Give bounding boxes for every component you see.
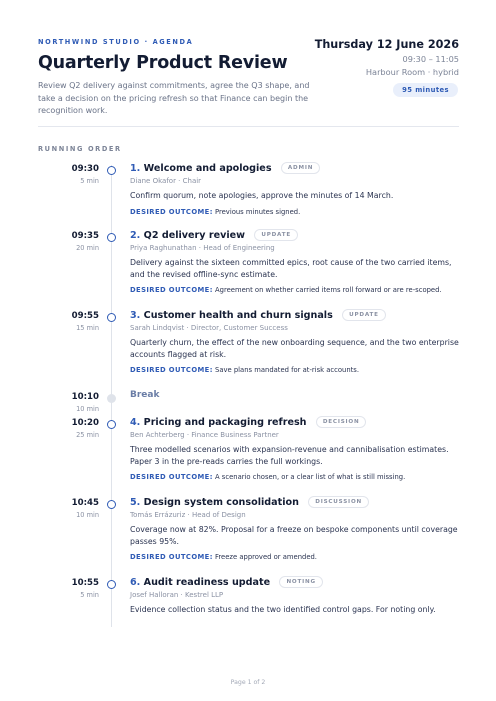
outcome-label: DESIRED OUTCOME: [130, 207, 213, 216]
item-outcome [130, 553, 460, 561]
item-tag: UPDATE [254, 229, 298, 241]
outcome-text: A scenario chosen, or a clear list of what is still missing. [215, 473, 406, 481]
item-title-text: Pricing and packaging refresh [143, 417, 307, 428]
outcome-text: Agreement on whether carried items roll forward or are re-scoped. [215, 286, 442, 294]
timeline-dot [107, 420, 116, 429]
outcome-text: Save plans mandated for at-risk accounts. [215, 366, 360, 374]
item-outcome [130, 286, 460, 294]
meeting-time-range: 09:30 – 11:05 [402, 54, 459, 64]
item-number: 5. [130, 497, 141, 508]
item-number: 3. [130, 310, 141, 321]
item-duration: 10 min [76, 511, 99, 519]
item-time: 10:45 [71, 498, 99, 508]
page-title: Quarterly Product Review [38, 53, 288, 73]
item-duration: 25 min [76, 431, 99, 439]
item-outcome [130, 473, 460, 481]
timeline-dot [107, 233, 116, 242]
item-description: Quarterly churn, the effect of the new onboarding sequence, and the two enterprise accounts flagged at risk. [130, 338, 459, 359]
item-title-text: Welcome and apologies [143, 163, 272, 174]
item-tag: DISCUSSION [308, 496, 369, 508]
item-duration: 20 min [76, 244, 99, 252]
item-title-text: Audit readiness update [143, 577, 271, 588]
item-owner: Ben Achterberg · Finance Business Partner [130, 431, 279, 439]
item-owner: Sarah Lindqvist · Director, Customer Success [130, 324, 288, 332]
item-tag: UPDATE [342, 309, 386, 321]
item-outcome [130, 366, 460, 374]
outcome-label: DESIRED OUTCOME: [130, 473, 213, 481]
item-tag: ADMIN [281, 162, 320, 174]
item-outcome [130, 208, 460, 216]
timeline-dot [107, 500, 116, 509]
outcome-text: Previous minutes signed. [215, 207, 301, 216]
item-title [130, 309, 460, 321]
item-tag: NOTING [279, 576, 322, 588]
item-duration: 15 min [76, 324, 99, 332]
item-duration: 5 min [80, 177, 99, 185]
meeting-details [299, 38, 459, 97]
item-title [130, 229, 460, 241]
item-title-text: Customer health and churn signals [143, 310, 333, 321]
item-time: 10:55 [71, 578, 99, 588]
item-description: Evidence collection status and the two identified control gaps. For noting only. [130, 605, 436, 614]
item-owner: Priya Raghunathan · Head of Engineering [130, 244, 275, 252]
meeting-date: Thursday 12 June 2026 [314, 38, 459, 51]
item-time: 10:10 [71, 392, 99, 402]
outcome-label: DESIRED OUTCOME: [130, 553, 213, 561]
item-title [130, 576, 460, 588]
item-title [130, 162, 460, 174]
outcome-label: DESIRED OUTCOME: [130, 366, 213, 374]
item-number: 4. [130, 417, 141, 428]
item-duration: 10 min [76, 405, 99, 413]
item-title-text: Design system consolidation [143, 497, 299, 508]
agenda-header [38, 38, 459, 126]
section-label: RUNNING ORDER [38, 145, 122, 153]
item-number: 6. [130, 577, 141, 588]
item-title [130, 416, 460, 428]
intro-text: Review Q2 delivery against commitments, agree the Q3 shape, and take a decision on the pricing refresh so that Finance can begin the recognition work. [38, 81, 310, 115]
item-number: 2. [130, 230, 141, 241]
item-number: 1. [130, 163, 141, 174]
timeline-dot [107, 580, 116, 589]
item-description: Delivery against the sixteen committed epics, root cause of the two carried items, and the revised offline-sync estimate. [130, 258, 452, 279]
item-description: Three modelled scenarios with expansion-revenue and cannibalisation estimates. Paper 3 in the pre-reads carries the full workings. [130, 445, 449, 466]
item-title [130, 496, 460, 508]
item-description: Confirm quorum, note apologies, approve the minutes of 14 March. [130, 191, 394, 200]
page-number: Page 1 of 2 [230, 679, 266, 686]
item-description: Coverage now at 82%. Proposal for a freeze on bespoke components until coverage passes 95%. [130, 525, 458, 546]
outcome-label: DESIRED OUTCOME: [130, 286, 213, 294]
timeline-dot [107, 313, 116, 322]
item-duration: 5 min [80, 591, 99, 599]
meeting-room: Harbour Room · hybrid [365, 67, 459, 77]
timeline-dot [107, 166, 116, 175]
item-owner: Diane Okafor · Chair [130, 177, 202, 185]
item-title-text: Q2 delivery review [143, 230, 246, 241]
duration-badge: 95 minutes [393, 83, 458, 97]
item-owner: Josef Halloran · Kestrel LLP [130, 591, 224, 599]
item-owner: Tomás Errázuriz · Head of Design [130, 511, 246, 519]
eyebrow: NORTHWIND STUDIO · AGENDA [38, 38, 194, 46]
timeline-dot [107, 394, 116, 403]
outcome-text: Freeze approved or amended. [215, 553, 317, 561]
item-time: 09:55 [71, 311, 99, 321]
break-title: Break [130, 390, 160, 400]
header-divider [38, 126, 459, 127]
item-time: 10:20 [71, 418, 99, 428]
item-time: 09:35 [71, 231, 99, 241]
item-time: 09:30 [71, 164, 99, 174]
item-tag: DECISION [316, 416, 367, 428]
